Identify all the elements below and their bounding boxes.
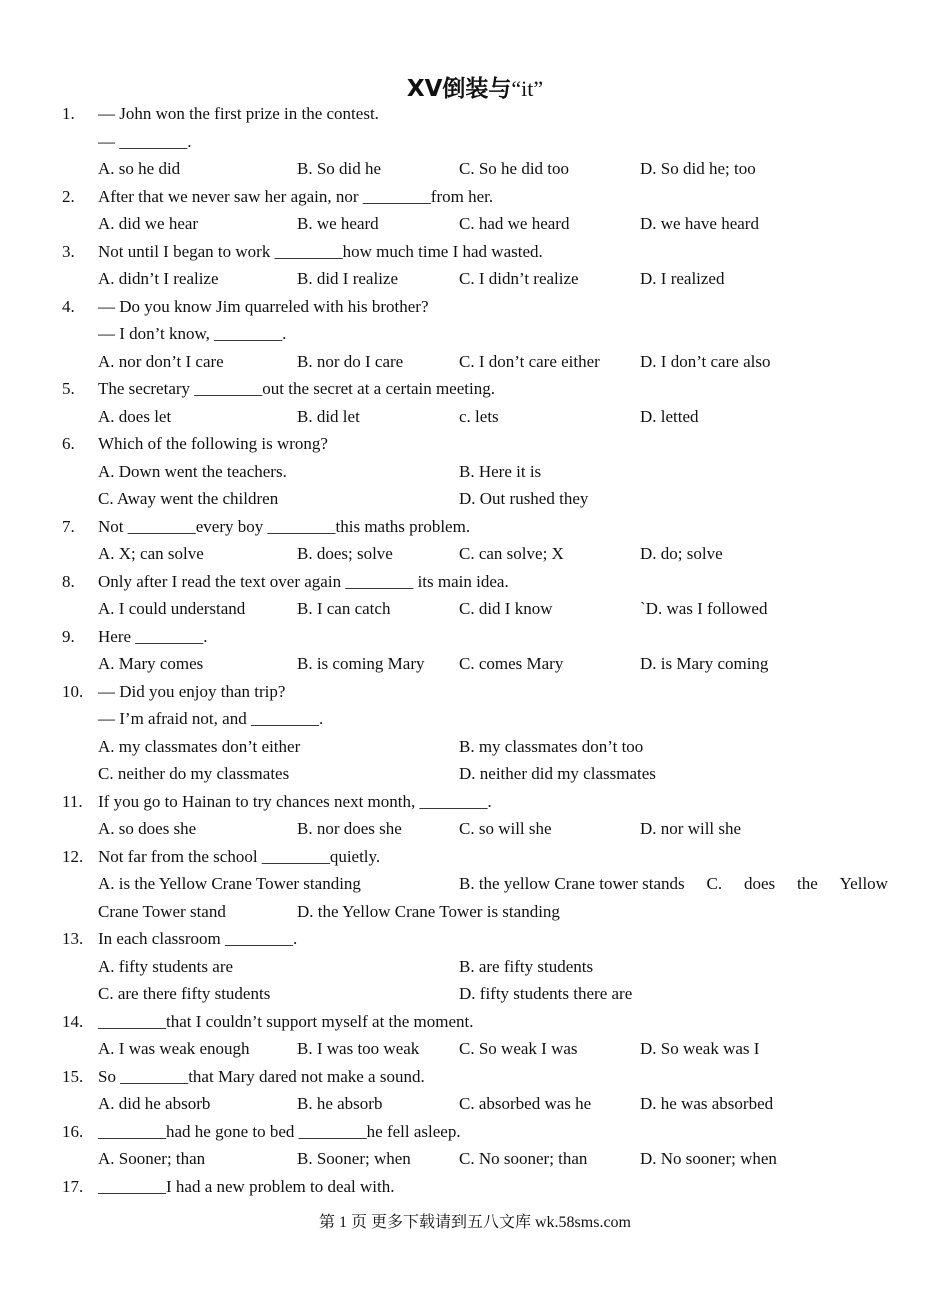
options-row bbox=[0, 1035, 950, 1063]
answer-option: B. the yellow Crane tower stands bbox=[459, 874, 685, 893]
options-row bbox=[0, 540, 950, 568]
answer-option: D. nor will she bbox=[640, 819, 742, 838]
answer-option: A. X; can solve bbox=[98, 544, 204, 563]
answer-option: B. is coming Mary bbox=[297, 654, 425, 673]
answer-option: D. fifty students there are bbox=[459, 984, 633, 1003]
answer-option: D. I realized bbox=[640, 269, 725, 288]
answer-option: C. neither do my classmates bbox=[98, 764, 290, 783]
answer-option: B. So did he bbox=[297, 159, 382, 178]
answer-option: B. nor do I care bbox=[297, 351, 404, 371]
answer-option: D. So did he; too bbox=[640, 159, 756, 178]
question-stem: Here ________. bbox=[98, 626, 208, 646]
question-number: 13. bbox=[62, 929, 84, 948]
question-stem: Not ________every boy ________this maths problem. bbox=[98, 516, 471, 536]
options-justified-group bbox=[459, 870, 888, 898]
answer-option: A. my classmates don’t either bbox=[98, 736, 301, 756]
question-line bbox=[0, 1173, 950, 1201]
answer-option: D. neither did my classmates bbox=[459, 764, 656, 783]
question-stem: So ________that Mary dared not make a sound. bbox=[98, 1066, 425, 1086]
answer-option: A. Sooner; than bbox=[98, 1149, 206, 1168]
question-number: 2. bbox=[62, 186, 75, 206]
answer-option: D. Out rushed they bbox=[459, 489, 589, 508]
answer-option: B. did let bbox=[297, 406, 360, 426]
question-stem: Not until I began to work ________how much time I had wasted. bbox=[98, 241, 543, 261]
answer-option: D. is Mary coming bbox=[640, 654, 769, 673]
question-line bbox=[0, 100, 950, 128]
answer-option: C. Away went the children bbox=[98, 489, 279, 508]
answer-option: D. the Yellow Crane Tower is standing bbox=[297, 901, 560, 921]
answer-option: A. nor don’t I care bbox=[98, 351, 224, 371]
answer-option: A. Down went the teachers. bbox=[98, 461, 287, 481]
option-word: does bbox=[743, 874, 776, 893]
page-title bbox=[0, 70, 950, 103]
page-footer: 第 1 页 更多下载请到五八文库 wk.58sms.com bbox=[318, 1214, 631, 1231]
answer-option: C. comes Mary bbox=[459, 654, 564, 673]
answer-option: A. fifty students are bbox=[98, 956, 234, 976]
question-stem: After that we never saw her again, nor ________from her. bbox=[98, 186, 494, 206]
options-row bbox=[0, 870, 950, 898]
question-stem: In each classroom ________. bbox=[98, 929, 298, 948]
options-row bbox=[0, 265, 950, 293]
answer-option: B. my classmates don’t too bbox=[459, 736, 644, 756]
option-word: Yellow bbox=[839, 874, 888, 893]
question-number: 12. bbox=[62, 846, 84, 866]
options-row bbox=[0, 485, 950, 513]
question-line bbox=[0, 183, 950, 211]
option-continuation: Crane Tower stand bbox=[98, 901, 226, 921]
options-row bbox=[0, 458, 950, 486]
answer-option: A. so does she bbox=[98, 819, 197, 838]
question-line bbox=[0, 1118, 950, 1146]
question-stem: If you go to Hainan to try chances next month, ________. bbox=[98, 791, 492, 811]
answer-option: D. No sooner; when bbox=[640, 1149, 777, 1168]
question-line bbox=[0, 238, 950, 266]
answer-option: A. I was weak enough bbox=[98, 1039, 250, 1058]
options-row bbox=[0, 210, 950, 238]
question-stem: The secretary ________out the secret at a certain meeting. bbox=[98, 379, 495, 398]
question-list bbox=[0, 100, 950, 1200]
answer-option: C. So weak I was bbox=[459, 1039, 578, 1058]
question-line bbox=[0, 1063, 950, 1091]
question-number: 9. bbox=[62, 626, 75, 646]
question-number: 16. bbox=[62, 1121, 84, 1141]
answer-option: D. we have heard bbox=[640, 214, 759, 233]
option-word: the bbox=[796, 874, 818, 893]
options-row bbox=[0, 980, 950, 1008]
answer-option: A. did we hear bbox=[98, 214, 199, 233]
question-line bbox=[0, 568, 950, 596]
question-line bbox=[0, 513, 950, 541]
question-line bbox=[0, 320, 950, 348]
answer-option: C. I don’t care either bbox=[459, 351, 600, 371]
question-line bbox=[0, 293, 950, 321]
answer-option: B. Sooner; when bbox=[297, 1149, 411, 1168]
option-word: C. bbox=[706, 874, 723, 893]
question-number: 6. bbox=[62, 434, 75, 453]
answer-option: B. we heard bbox=[297, 214, 379, 233]
answer-option: A. so he did bbox=[98, 159, 181, 178]
question-stem: Only after I read the text over again ________ its main idea. bbox=[98, 571, 509, 591]
question-number: 5. bbox=[62, 379, 75, 398]
options-row bbox=[0, 760, 950, 788]
question-number: 4. bbox=[62, 296, 75, 316]
answer-option: A. Mary comes bbox=[98, 654, 204, 673]
options-row bbox=[0, 815, 950, 843]
answer-option: C. are there fifty students bbox=[98, 984, 271, 1003]
answer-option: B. nor does she bbox=[297, 819, 402, 838]
question-line bbox=[0, 705, 950, 733]
answer-option: C. I didn’t realize bbox=[459, 269, 579, 288]
options-row bbox=[0, 898, 950, 926]
answer-option: D. do; solve bbox=[640, 544, 723, 563]
question-number: 15. bbox=[62, 1066, 84, 1086]
answer-option: A. did he absorb bbox=[98, 1094, 211, 1113]
answer-option: C. No sooner; than bbox=[459, 1149, 588, 1168]
options-row bbox=[0, 1145, 950, 1173]
answer-option: B. I can catch bbox=[297, 599, 391, 618]
answer-option: B. does; solve bbox=[297, 544, 393, 563]
question-number: 7. bbox=[62, 516, 75, 536]
answer-option: A. didn’t I realize bbox=[98, 269, 219, 288]
question-stem: ________had he gone to bed ________he fell asleep. bbox=[98, 1121, 461, 1141]
options-row bbox=[0, 953, 950, 981]
answer-option: B. I was too weak bbox=[297, 1039, 420, 1058]
question-line bbox=[0, 128, 950, 156]
question-stem: — John won the first prize in the contest. bbox=[98, 104, 379, 123]
question-stem: — Do you know Jim quarreled with his brother? bbox=[98, 296, 429, 316]
answer-option: c. lets bbox=[459, 406, 499, 426]
question-stem: Not far from the school ________quietly. bbox=[98, 846, 381, 866]
answer-option: B. did I realize bbox=[297, 269, 399, 288]
options-row bbox=[0, 650, 950, 678]
answer-option: C. so will she bbox=[459, 819, 552, 838]
options-row bbox=[0, 403, 950, 431]
answer-option: A. I could understand bbox=[98, 599, 246, 618]
answer-option: B. Here it is bbox=[459, 461, 542, 481]
question-line bbox=[0, 1008, 950, 1036]
answer-option: D. So weak was I bbox=[640, 1039, 760, 1058]
question-number: 17. bbox=[62, 1176, 84, 1196]
question-stem: ________I had a new problem to deal with. bbox=[98, 1176, 395, 1196]
question-stem: — I don’t know, ________. bbox=[98, 324, 287, 343]
answer-option: D. letted bbox=[640, 406, 699, 426]
question-line bbox=[0, 623, 950, 651]
answer-option: B. he absorb bbox=[297, 1094, 383, 1113]
question-line bbox=[0, 788, 950, 816]
answer-option: C. did I know bbox=[459, 599, 553, 618]
question-stem: — ________. bbox=[98, 131, 192, 151]
question-number: 8. bbox=[62, 571, 75, 591]
options-row bbox=[0, 348, 950, 376]
answer-option: C. can solve; X bbox=[459, 544, 564, 563]
question-number: 3. bbox=[62, 241, 75, 261]
options-row bbox=[0, 733, 950, 761]
question-stem: — Did you enjoy than trip? bbox=[98, 681, 286, 701]
question-line bbox=[0, 925, 950, 953]
answer-option: A. does let bbox=[98, 406, 172, 426]
answer-option: A. is the Yellow Crane Tower standing bbox=[98, 874, 361, 893]
question-line bbox=[0, 430, 950, 458]
answer-option: `D. was I followed bbox=[640, 599, 768, 618]
options-row bbox=[0, 595, 950, 623]
answer-option: B. are fifty students bbox=[459, 956, 594, 976]
answer-option: C. had we heard bbox=[459, 214, 570, 233]
question-number: 14. bbox=[62, 1011, 84, 1031]
question-stem: Which of the following is wrong? bbox=[98, 434, 328, 453]
question-number: 11. bbox=[62, 791, 83, 811]
answer-option: C. absorbed was he bbox=[459, 1094, 592, 1113]
options-row bbox=[0, 155, 950, 183]
title-main: XV倒装与 bbox=[406, 76, 512, 102]
question-line bbox=[0, 375, 950, 403]
options-row bbox=[0, 1090, 950, 1118]
answer-option: D. I don’t care also bbox=[640, 351, 771, 371]
question-stem: — I’m afraid not, and ________. bbox=[98, 709, 324, 728]
question-line bbox=[0, 678, 950, 706]
question-number: 1. bbox=[62, 104, 75, 123]
question-number: 10. bbox=[62, 681, 84, 701]
question-line bbox=[0, 843, 950, 871]
answer-option: C. So he did too bbox=[459, 159, 570, 178]
title-quote: “it” bbox=[511, 76, 544, 101]
answer-option: D. he was absorbed bbox=[640, 1094, 774, 1113]
question-stem: ________that I couldn’t support myself at the moment. bbox=[98, 1011, 474, 1031]
